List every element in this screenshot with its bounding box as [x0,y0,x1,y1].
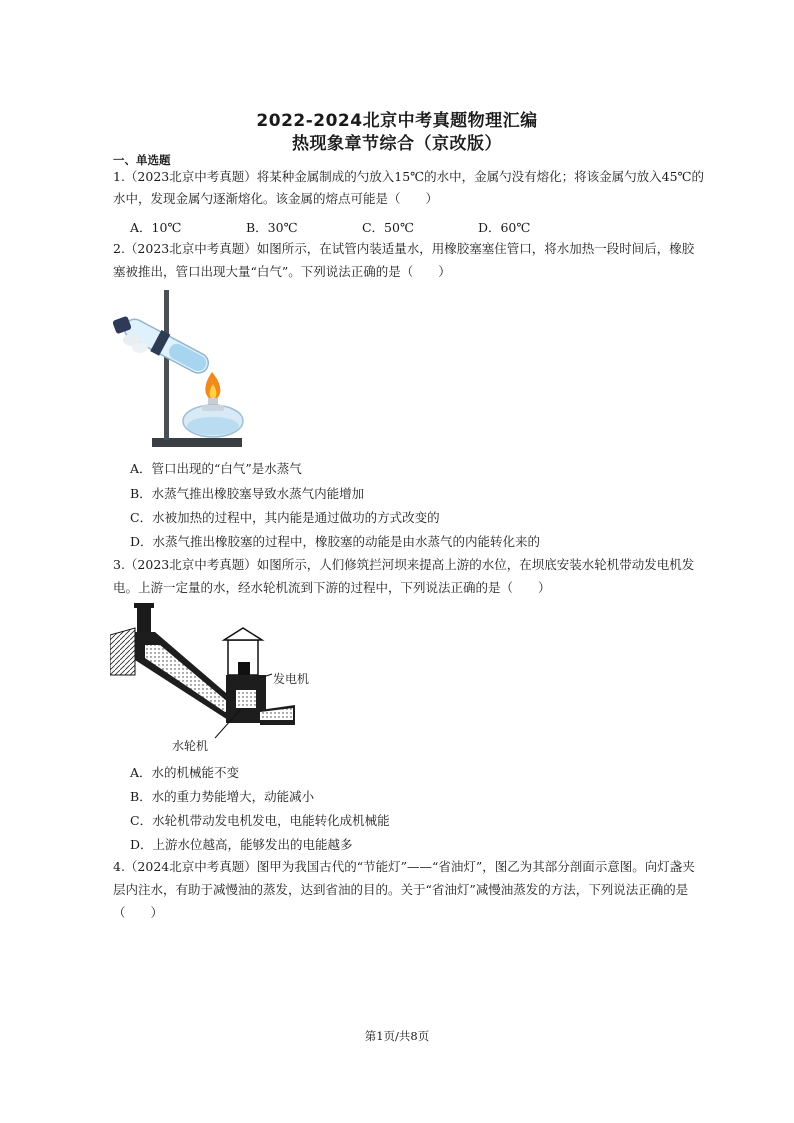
question-2-option-d: D．水蒸气推出橡胶塞的过程中，橡胶塞的动能是由水蒸气的内能转化来的 [130,534,541,549]
question-3-option-c: C．水轮机带动发电机发电，电能转化成机械能 [130,813,390,828]
document-title: 2022-2024北京中考真题物理汇编 [256,111,538,131]
document-subtitle: 热现象章节综合（京改版） [292,134,502,154]
question-4-line-2: 层内注水，有助于减慢油的蒸发，达到省油的目的。关于“省油灯”减慢油蒸发的方法，下列说法正确的是 [113,882,689,897]
test-tube-heating-figure [110,288,245,453]
question-1-option-a: A．10℃ [130,220,182,235]
question-1-line-2: 水中，发现金属勺逐渐熔化。该金属的熔点可能是（ ） [113,191,439,206]
question-3-line-1: 3.（2023北京中考真题）如图所示，人们修筑拦河坝来提高上游的水位，在坝底安装水轮机带动发电机发 [113,557,695,572]
question-2-line-2: 塞被推出，管口出现大量“白气”。下列说法正确的是（ ） [113,264,451,279]
question-2-line-1: 2.（2023北京中考真题）如图所示，在试管内装适量水，用橡胶塞塞住管口，将水加热一段时间后，橡胶 [113,241,695,256]
question-1-line-1: 1.（2023北京中考真题）将某种金属制成的勺放入15℃的水中，金属勺没有熔化；将该金属勺放入45℃的 [113,169,705,184]
page-footer: 第1页/共8页 [364,1029,430,1043]
question-2-option-c: C．水被加热的过程中，其内能是通过做功的方式改变的 [130,510,440,525]
question-1-option-d: D．60℃ [477,220,531,235]
question-1-option-c: C．50℃ [361,220,414,235]
question-3-line-2: 电。上游一定量的水，经水轮机流到下游的过程中，下列说法正确的是（ ） [113,580,551,595]
dam-turbine-figure [110,600,350,755]
generator-label: 发电机 [273,672,310,686]
question-3-option-b: B．水的重力势能增大，动能减小 [130,789,315,804]
question-3-option-a: A．水的机械能不变 [130,765,240,780]
question-4-line-1: 4.（2024北京中考真题）图甲为我国古代的“节能灯”——“省油灯”，图乙为其部分剖面示意图。向灯盏夹 [113,859,695,874]
question-3-option-d: D．上游水位越高，能够发出的电能越多 [130,837,353,852]
question-1-option-b: B．30℃ [245,220,298,235]
question-2-option-b: B．水蒸气推出橡胶塞导致水蒸气内能增加 [130,486,365,501]
turbine-label: 水轮机 [172,739,209,753]
question-2-option-a: A．管口出现的“白气”是水蒸气 [130,461,302,476]
question-4-line-3: （ ） [113,905,164,920]
section-heading: 一、单选题 [113,153,171,167]
question-1-options [130,218,590,236]
